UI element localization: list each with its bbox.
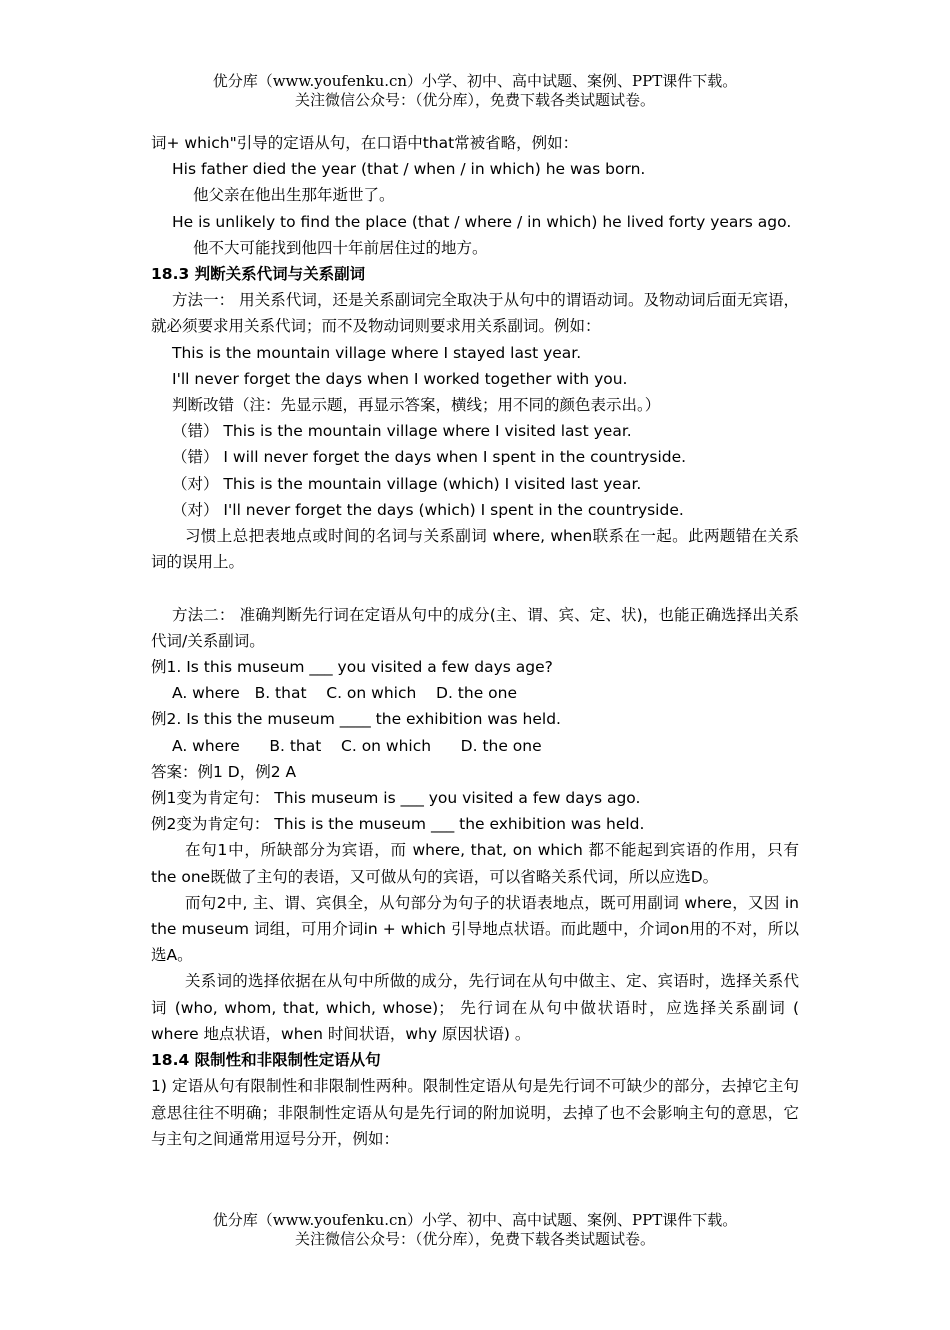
correction-item: （对） This is the mountain village (which) I visited last year. [172, 474, 642, 493]
paragraph: 关系词的选择依据在从句中所做的成分，先行词在从句中做主、定、宾语时，选择关系代词 (who, whom, that, which, whose)； 先行词在从句中做状语时，应选择关系副词 ( where 地点状语，when 时间状语，why 原因状语) 。 [151, 972, 799, 1043]
document-body [151, 130, 799, 1152]
correction-item: （错） This is the mountain village where I visited last year. [172, 422, 632, 441]
correction-item: （错） I will never forget the days when I spent in the countryside. [172, 448, 687, 467]
example-sentence: This is the mountain village where I stayed last year. [172, 343, 582, 362]
translation: 他父亲在他出生那年逝世了。 [193, 186, 395, 205]
paragraph: 而句2中, 主、谓、宾俱全，从句部分为句子的状语表地点，既可用副词 where，又因 in the museum 词组，可用介词in + which 引导地点状语。而此题中，介词on用的不对，所以选A。 [151, 893, 799, 965]
footer-line-1: 优分库（www.youfenku.cn）小学、初中、高中试题、案例、PPT课件下载。 [212, 1211, 738, 1229]
blank-line [151, 575, 799, 601]
exercise-options: A. where B. that C. on which D. the one [172, 684, 518, 703]
paragraph: 例2变为肯定句： This is the museum ___ the exhibition was held. [151, 815, 645, 834]
correction-item: （对） I'll never forget the days (which) I spent in the countryside. [172, 500, 684, 519]
exercise-question: 例1. Is this museum ___ you visited a few days age? [151, 658, 553, 677]
page-header [0, 72, 950, 110]
paragraph: 词+ which"引导的定语从句，在口语中that常被省略，例如： [151, 134, 579, 152]
header-line-1: 优分库（www.youfenku.cn）小学、初中、高中试题、案例、PPT课件下载。 [212, 72, 738, 90]
example-sentence: He is unlikely to find the place (that / where / in which) he lived forty years ago. [172, 212, 792, 231]
paragraph: 方法一： 用关系代词，还是关系副词完全取决于从句中的谓语动词。及物动词后面无宾语，就必须要求用关系代词；而不及物动词则要求用关系副词。例如： [151, 291, 799, 336]
paragraph: 1) 定语从句有限制性和非限制性两种。限制性定语从句是先行词不可缺少的部分，去掉它主句意思往往不明确；非限制性定语从句是先行词的附加说明，去掉了也不会影响主句的意思，它与主句之间通常用逗号分开，例如： [151, 1077, 799, 1148]
exercise-options: A. where B. that C. on which D. the one [172, 736, 542, 755]
section-heading-18-4: 18.4 限制性和非限制性定语从句 [151, 1051, 381, 1070]
paragraph: 习惯上总把表地点或时间的名词与关系副词 where, when联系在一起。此两题错在关系词的误用上。 [151, 527, 799, 572]
paragraph: 例1变为肯定句： This museum is ___ you visited a few days ago. [151, 789, 641, 808]
example-sentence: His father died the year (that / when / in which) he was born. [172, 160, 646, 179]
page-footer [0, 1211, 950, 1249]
exercise-question: 例2. Is this the museum ____ the exhibition was held. [151, 710, 561, 729]
example-sentence: I'll never forget the days when I worked together with you. [172, 369, 628, 388]
paragraph: 方法二： 准确判断先行词在定语从句中的成分(主、谓、宾、定、状)，也能正确选择出关系代词/关系副词。 [151, 605, 799, 650]
paragraph: 在句1中，所缺部分为宾语，而 where, that, on which 都不能起到宾语的作用，只有the one既做了主句的表语，又可做从句的宾语，可以省略关系代词，所以应选D。 [151, 841, 799, 886]
header-line-2: 关注微信公众号：（优分库），免费下载各类试题试卷。 [294, 91, 655, 109]
footer-line-2: 关注微信公众号：（优分库），免费下载各类试题试卷。 [294, 1230, 655, 1248]
note: 判断改错（注：先显示题，再显示答案，横线；用不同的颜色表示出。） [172, 396, 661, 415]
translation: 他不大可能找到他四十年前居住过的地方。 [193, 238, 488, 257]
answer: 答案：例1 D，例2 A [151, 762, 297, 781]
section-heading-18-3: 18.3 判断关系代词与关系副词 [151, 265, 366, 284]
